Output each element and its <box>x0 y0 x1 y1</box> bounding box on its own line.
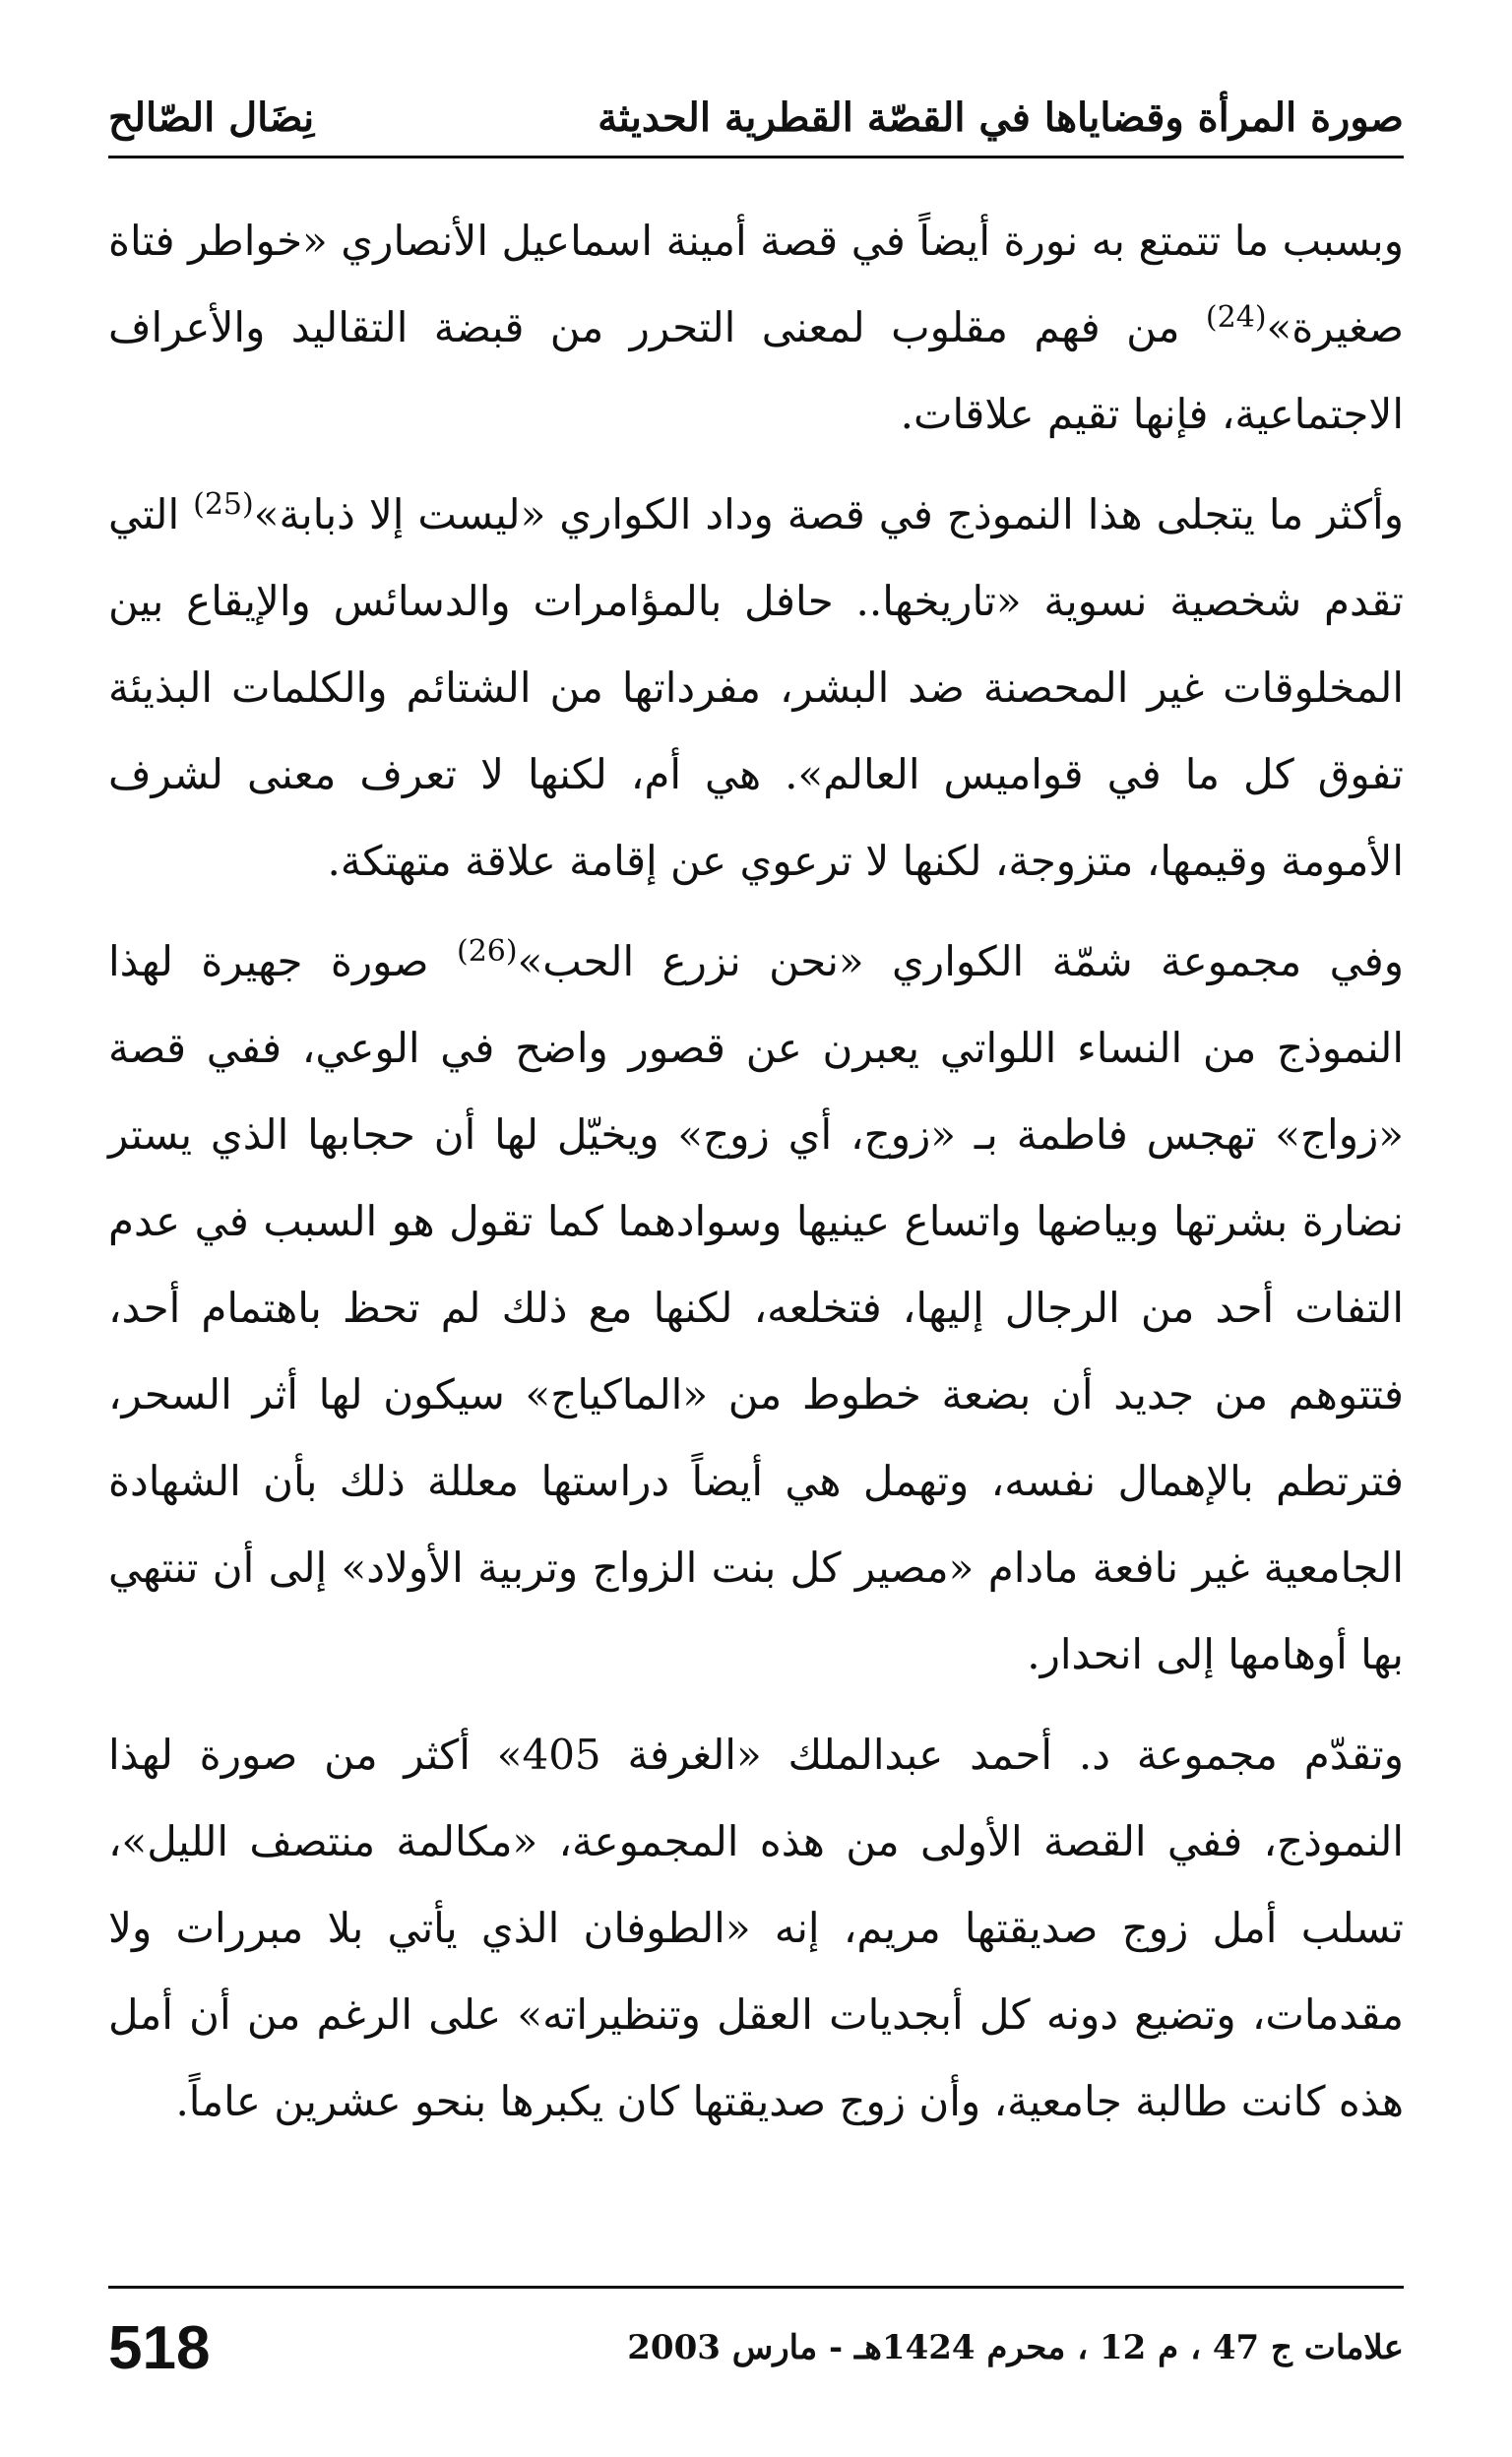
body-text <box>108 158 1404 2145</box>
paragraph-text: وتقدّم مجموعة د. أحمد عبدالملك «الغرفة 405» أكثر من صورة لهذا النموذج، ففي القصة الأولى من هذه المجموعة، «مكالمة منتصف الليل»، تسلب أمل زوج صديقتها مريم، إنه «الطوفان الذي يأتي بلا مبررات ولا مقدمات، وتضيع دونه كل أبجديات العقل وتنظيراته» على الرغم من أن أمل هذه كانت طالبة جامعية، وأن زوج صديقتها كان يكبرها بنحو عشرين عاماً. <box>108 1731 1404 2125</box>
paragraph-text: من فهم مقلوب لمعنى التحرر من قبضة التقاليد والأعراف الاجتماعية، فإنها تقيم علاقات. <box>108 303 1404 438</box>
paragraph-text: وفي مجموعة شمّة الكواري «نحن نزرع الحب» <box>517 937 1405 985</box>
paragraph-text: صورة جهيرة لهذا النموذج من النساء اللواتي يعبرن عن قصور واضح في الوعي، ففي قصة «زواج» تهجس فاطمة بـ «زوج، أي زوج» ويخيّل لها أن حجابها الذي يستر نضارة بشرتها وبياضها واتساع عينيها وسوادهما كما تقول هو السبب في عدم التفات أحد من الرجال إليها، فتخلعه، لكنها مع ذلك لم تحظ باهتمام أحد، فتتوهم من جديد أن بضعة خطوط من «الماكياج» سيكون لها أثر السحر، فترتطم بالإهمال نفسه، وتهمل هي أيضاً دراستها معللة ذلك بأن الشهادة الجامعية غير نافعة مادام «مصير كل بنت الزواج وتربية الأولاد» إلى أن تنتهي بها أوهامها إلى انحدار. <box>108 937 1404 1678</box>
footnote-ref: (26) <box>456 934 518 969</box>
footnote-ref: (24) <box>1205 300 1267 335</box>
paragraph-text: وأكثر ما يتجلى هذا النموذج في قصة وداد الكواري «ليست إلا ذبابة» <box>253 490 1404 538</box>
paragraph-3 <box>108 918 1404 1698</box>
footer-rule <box>108 2286 1404 2289</box>
paragraph-4 <box>108 1712 1404 2145</box>
paragraph-1 <box>108 198 1404 458</box>
header-author: نِضَال الصّالح <box>108 94 315 141</box>
footnote-ref: (25) <box>193 487 254 522</box>
page <box>108 59 1404 2159</box>
running-header <box>108 59 1404 158</box>
paragraph-text: وبسبب ما تتمتع به نورة أيضاً في قصة أمينة اسماعيل الأنصاري «خواطر فتاة صغيرة» <box>108 217 1405 351</box>
page-footer <box>108 2303 1404 2392</box>
journal-info: علامات ج 47 ، م 12 ، محرم 1424هـ - مارس 2003 <box>627 2328 1404 2367</box>
paragraph-text: التي تقدم شخصية نسوية «تاريخها.. حافل بالمؤامرات والدسائس والإيقاع بين المخلوقات غير المحصنة ضد البشر، مفرداتها من الشتائم والكلمات البذيئة تفوق كل ما في قواميس العالم». هي أم، لكنها لا تعرف معنى لشرف الأمومة وقيمها، متزوجة، لكنها لا ترعوي عن إقامة علاقة متهتكة. <box>108 490 1404 885</box>
paragraph-2 <box>108 472 1404 905</box>
page-number: 518 <box>108 2313 211 2382</box>
header-title: صورة المرأة وقضاياها في القصّة القطرية الحديثة <box>598 94 1404 141</box>
